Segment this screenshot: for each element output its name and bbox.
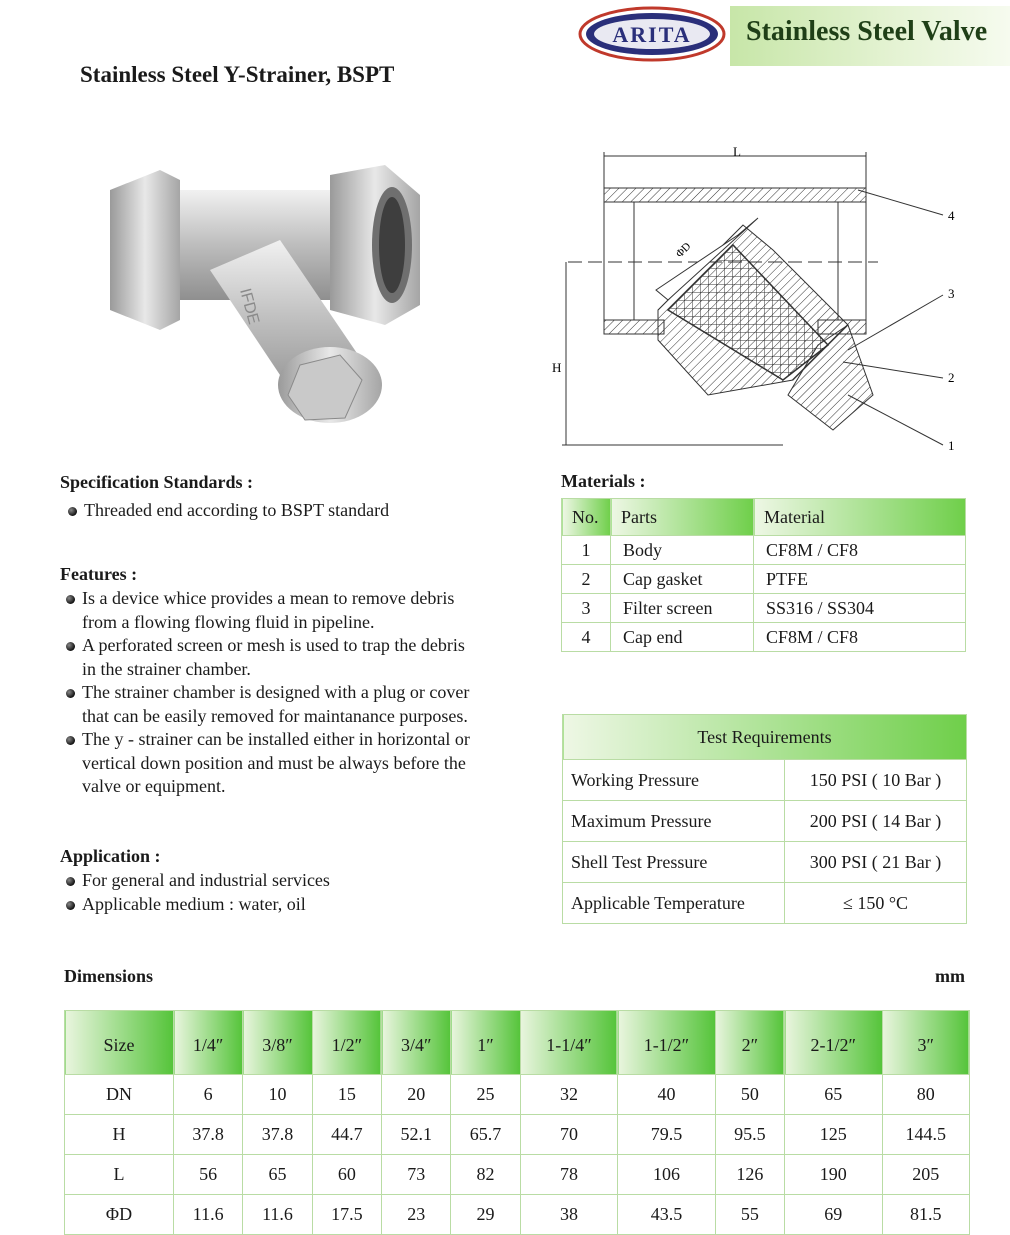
col-material: Material [754, 499, 966, 536]
table-row: 2 Cap gasket PTFE [562, 565, 966, 594]
arita-logo [578, 4, 726, 64]
features-list [60, 587, 530, 799]
table-row: Maximum Pressure 200 PSI ( 14 Bar ) [563, 801, 967, 842]
table-row: 3 Filter screen SS316 / SS304 [562, 594, 966, 623]
table-header-row: Size 1/4″ 3/8″ 1/2″ 3/4″ 1″ 1-1/4″ 1-1/2″ 2″ 2-1/2″ 3″ [65, 1011, 970, 1075]
spec-list [62, 499, 522, 523]
dimensions-heading: Dimensions [64, 966, 154, 986]
cast-marking: IFDE [236, 286, 262, 327]
table-row: L 56 65 60 73 82 78 106 126 190 205 [65, 1155, 970, 1195]
callout-3: 3 [948, 286, 955, 301]
materials-heading: Materials : [561, 471, 646, 491]
callout-1: 1 [948, 438, 955, 453]
list-item: Applicable medium : water, oil [60, 893, 530, 917]
application-list [60, 869, 530, 916]
callout-4: 4 [948, 208, 955, 223]
page-title: Stainless Steel Y-Strainer, BSPT [80, 62, 395, 87]
list-item: Is a device whice provides a mean to remove debris from a flowing flowing fluid in pipeline. [60, 587, 530, 634]
dim-D-label: ΦD [673, 240, 694, 261]
materials-table [561, 498, 966, 652]
table-row: H 37.8 37.8 44.7 52.1 65.7 70 79.5 95.5 125 144.5 [65, 1115, 970, 1155]
spec-heading: Specification Standards : [60, 472, 254, 492]
table-row: ΦD 11.6 11.6 17.5 23 29 38 43.5 55 69 81.5 [65, 1195, 970, 1235]
features-heading: Features : [60, 564, 138, 584]
table-row: 1 Body CF8M / CF8 [562, 536, 966, 565]
list-item: The strainer chamber is designed with a plug or cover that can be easily removed for maintanance purposes. [60, 681, 530, 728]
technical-drawing [548, 140, 968, 460]
list-item: The y - strainer can be installed either in horizontal or vertical down position and must be always before the valve or equipment. [60, 728, 530, 799]
table-row: Applicable Temperature ≤ 150 °C [563, 883, 967, 924]
col-parts: Parts [611, 499, 754, 536]
product-photo [100, 150, 430, 450]
table-row: DN 6 10 15 20 25 32 40 50 65 80 [65, 1075, 970, 1115]
application-heading: Application : [60, 846, 161, 866]
test-heading: Test Requirements [563, 715, 967, 760]
test-requirements-table [562, 714, 967, 924]
col-no: No. [562, 499, 611, 536]
brand-title: Stainless Steel Valve [746, 16, 988, 47]
dim-L-label: L [733, 144, 741, 159]
dimensions-table [64, 1010, 970, 1235]
list-item: For general and industrial services [60, 869, 530, 893]
callout-2: 2 [948, 370, 955, 385]
dimensions-unit: mm [935, 966, 965, 986]
table-row: 4 Cap end CF8M / CF8 [562, 623, 966, 652]
list-item: A perforated screen or mesh is used to trap the debris in the strainer chamber. [60, 634, 530, 681]
table-header-row [562, 499, 966, 536]
logo-text: ARITA [612, 22, 692, 47]
table-row: Working Pressure 150 PSI ( 10 Bar ) [563, 760, 967, 801]
list-item: Threaded end according to BSPT standard [62, 499, 522, 523]
table-row: Shell Test Pressure 300 PSI ( 21 Bar ) [563, 842, 967, 883]
dim-H-label: H [552, 360, 562, 375]
